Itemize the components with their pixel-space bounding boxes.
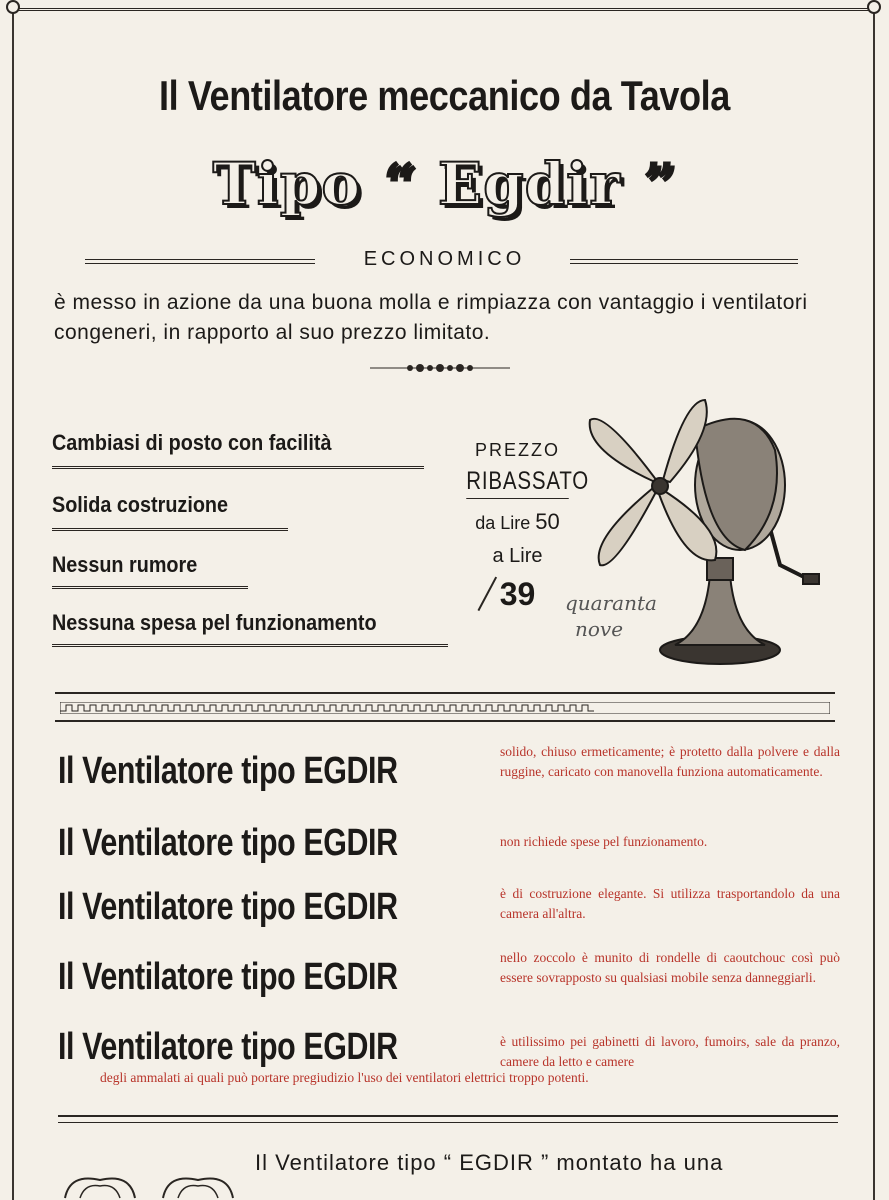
page-title: Il Ventilatore meccanico da Tavola <box>159 72 730 119</box>
border-top <box>14 8 875 11</box>
feature-rule <box>52 644 448 647</box>
section-rule <box>55 692 835 694</box>
price-label: PREZZO <box>474 440 560 460</box>
corner-ornament-icon <box>6 0 20 14</box>
price-from <box>455 509 580 535</box>
feature-item: Nessuna spesa pel funzionamento <box>52 610 377 635</box>
brand-heading <box>0 150 889 218</box>
product-heading: Il Ventilatore tipo EGDIR <box>58 1026 398 1068</box>
price-status: RIBASSATO <box>466 467 569 499</box>
subtitle: ECONOMICO <box>363 248 526 270</box>
section-rule <box>55 720 835 722</box>
floral-ornament-icon <box>158 1168 238 1200</box>
corner-ornament-icon <box>867 0 881 14</box>
feature-item: Solida costruzione <box>52 492 229 517</box>
brand-open-quote: “ <box>382 150 417 218</box>
product-description: non richiede spese pel funzionamento. <box>500 834 708 849</box>
price-to-value: 39 <box>499 576 536 612</box>
feature-rule <box>52 466 424 469</box>
product-heading: Il Ventilatore tipo EGDIR <box>58 956 398 998</box>
handwritten-line: quaranta <box>565 591 657 615</box>
feature-item: Nessun rumore <box>52 552 198 577</box>
price-box <box>455 440 590 613</box>
bottom-paragraph: Il Ventilatore tipo “ EGDIR ” montato ha una <box>255 1150 724 1175</box>
brand-name: Egdir <box>437 150 621 218</box>
product-description: è utilissimo pei gabinetti di lavoro, fumoirs, sale da pranzo, camere da letto e camere <box>500 1034 840 1069</box>
price-from-prefix: da Lire <box>475 513 531 533</box>
product-heading: Il Ventilatore tipo EGDIR <box>58 750 398 792</box>
product-description: solido, chiuso ermeticamente; è protetto dalla polvere e dalla ruggine, caricato con manovella funziona automaticamente. <box>500 744 840 779</box>
brand-close-quote: ” <box>641 150 677 218</box>
product-description: nello zoccolo è munito di rondelle di caoutchouc così può essere sovrapposto su qualsiasi mobile senza danneggiarli. <box>500 950 840 985</box>
feature-rule <box>52 586 248 589</box>
price-from-value: 50 <box>535 509 560 534</box>
feature-rule <box>52 528 288 531</box>
section-rule <box>58 1122 838 1123</box>
handwritten-line: nove <box>575 617 624 641</box>
section-rule <box>58 1115 838 1117</box>
flourish-icon <box>370 362 510 374</box>
intro-paragraph: è messo in azione da una buona molla e rimpiazza con vantaggio i ventilatori congeneri, in rapporto al suo prezzo limitato. <box>54 291 808 344</box>
fan-illustration-icon <box>575 390 835 680</box>
product-heading: Il Ventilatore tipo EGDIR <box>58 822 398 864</box>
brand-tipo: Tipo <box>212 150 362 218</box>
product-heading: Il Ventilatore tipo EGDIR <box>58 886 398 928</box>
price-to <box>455 576 580 613</box>
feature-item: Cambiasi di posto con facilità <box>52 430 332 455</box>
price-to-prefix: a Lire <box>492 545 543 567</box>
product-description: è di costruzione elegante. Si utilizza trasportandolo da una camera all'altra. <box>500 886 840 921</box>
floral-ornament-icon <box>60 1168 140 1200</box>
product-description-continuation: degli ammalati ai quali può portare pregiudizio l'uso dei ventilatori elettrici troppo potenti. <box>100 1070 589 1085</box>
greek-key-border-icon <box>60 702 830 714</box>
